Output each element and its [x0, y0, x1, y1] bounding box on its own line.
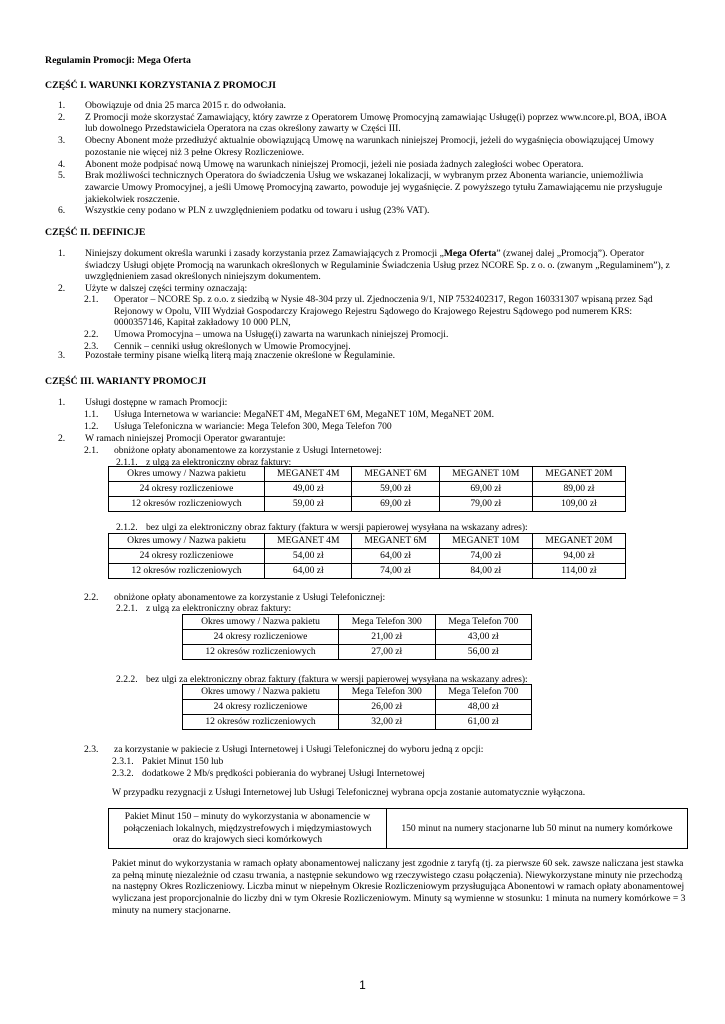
list-item: 5. Brak możliwości technicznych Operatora do świadczenia Usług we wskazanej lokalizacji, w wybranym przez Abonenta wariancie, uniemożliwia zawarcie Umowy Promocyjnej, a jeśli Umowę Promocyjną zawarto, powoduje jej wygaśnięcie. Z powyższego tytułu Zamawiającemu nie przysługuje jakiekolwiek roszczenie.	[58, 170, 663, 205]
table-header-row: Okres umowy / Nazwa pakietu MEGANET 4M MEGANET 6M MEGANET 10M MEGANET 20M	[109, 467, 626, 482]
minutes-package-rules: Pakiet minut do wykorzystania w ramach opłaty abonamentowej naliczany jest zgodnie z taryfą (tj. za pierwsze 60 sek. zawsze naliczana jest stawka za pełną minutę niezależnie od czasu trwania, a następnie sekundowo wg rzeczywistego czasu połączenia). Niewykorzystane minuty nie przechodzą na następny Okres Rozliczeniowy. Liczba minut w niepełnym Okresie Rozliczeniowym przysługująca Abonentowi w ramach opłaty abonamentowej wyliczana jest proporcjonalnie do liczby dni w tym Okresie Rozliczeniowym. Minuty są wymienne w stosunku: 1 minuta na numery komórkowe = 3 minuty na numery stacjonarne.	[112, 858, 686, 916]
internet-price-table-e-invoice	[108, 466, 626, 512]
table-row: 12 okresów rozliczeniowych 59,00 zł 69,00 zł 79,00 zł 109,00 zł	[109, 497, 626, 512]
section-2-list	[58, 248, 678, 295]
table-header-row: Okres umowy / Nazwa pakietu Mega Telefon 300 Mega Telefon 700	[183, 685, 532, 700]
list-item: 1.1. Usługa Internetowa w wariancie: MegaNET 4M, MegaNET 6M, MegaNET 10M, MegaNET 20M.	[84, 409, 495, 420]
table-header-row: Okres umowy / Nazwa pakietu MEGANET 4M MEGANET 6M MEGANET 10M MEGANET 20M	[109, 534, 626, 549]
subsection-2-3	[84, 744, 680, 756]
list-item: 2.3.1. Pakiet Minut 150 lub	[112, 756, 224, 767]
table-row: 12 okresów rozliczeniowych 32,00 zł 61,00 zł	[183, 715, 532, 730]
list-item: 2.3. Cennik – cenniki usług określonych w Umowie Promocyjnej.	[84, 340, 351, 352]
list-item: 1.2. Usługa Telefoniczna w wariancie: Mega Telefon 300, Mega Telefon 700	[84, 420, 392, 432]
table-row: 12 okresów rozliczeniowych 64,00 zł 74,00 zł 84,00 zł 114,00 zł	[109, 564, 626, 579]
list-item: 2.1. Operator – NCORE Sp. z o.o. z siedzibą w Nysie 48-304 przy ul. Zjednoczenia 9/1, NIP 7532402317, Regon 160331307 wpisaną przez Sąd Rejonowy w Opolu, VIII Wydział Gospodarczy Krajowego Rejestru Sądowego do Krajowego Rejestru Sądowego pod numerem KRS: 0000357146, Kapitał zakładowy 10 000 PLN,	[84, 294, 653, 329]
internet-price-table-paper	[108, 533, 626, 579]
subsection-2-2	[84, 592, 680, 604]
list-item: 1. Obowiązuje od dnia 25 marca 2015 r. do odwołania.	[58, 100, 286, 111]
list-item: 2.1. obniżone opłaty abonamentowe za korzystanie z Usługi Internetowej:	[84, 445, 382, 456]
table-row: 24 okresy rozliczeniowe 26,00 zł 48,00 zł	[183, 700, 532, 715]
list-item: 1. Niniejszy dokument określa warunki i zasady korzystania przez Zamawiających z Promocji „Mega Oferta” (zwanej dalej „Promocją”). Operator świadczy Usługi objęte Promocją na warunkach określonych w Regulaminie Świadczenia Usług przez NCORE Sp. z o. o. (zwanym „Regulaminem”), z uwzględnieniem zasad określonych niniejszym dokumentem.	[58, 248, 670, 283]
list-item: 1. Usługi dostępne w ramach Promocji:	[58, 397, 228, 408]
section-3-sublist	[84, 409, 680, 432]
table-row: 24 okresy rozliczeniowe 49,00 zł 59,00 zł 69,00 zł 89,00 zł	[109, 482, 626, 497]
section-2-sublist	[84, 294, 680, 353]
list-item: 2.2. Umowa Promocyjna – umowa na Usługę(i) zawarta na warunkach niniejszej Promocji.	[84, 329, 449, 341]
list-item: 2. W ramach niniejszej Promocji Operator gwarantuje:	[58, 433, 286, 444]
subsection-2-1-2	[116, 522, 686, 534]
list-item: 2.2. obniżone opłaty abonamentowe za korzystanie z Usługi Telefonicznej:	[84, 592, 386, 603]
list-item: 3. Obecny Abonent może przedłużyć aktualnie obowiązującą Umowę na warunkach niniejszej Promocji, jeżeli do wygaśnięcia obowiązującej Umowy pozostanie nie więcej niż 3 pełne Okresy Rozliczeniowe.	[58, 135, 655, 158]
section-3-list	[58, 397, 678, 409]
list-item: 3. Pozostałe terminy pisane wielką literą mają znaczenie określone w Regulaminie.	[58, 350, 396, 361]
telephone-price-table-e-invoice	[182, 614, 532, 660]
page-number: 1	[359, 978, 366, 992]
section-2-list-end	[58, 350, 678, 362]
telephone-price-table-paper	[182, 684, 532, 730]
list-item: 2.2.2. bez ulgi za elektroniczny obraz faktury (faktura w wersji papierowej wysyłana na wskazany adres):	[116, 674, 528, 685]
list-item: 6. Wszystkie ceny podano w PLN z uwzględnieniem podatku od towaru i usług (23% VAT).	[58, 205, 430, 217]
document-title: Regulamin Promocji: Mega Oferta	[45, 55, 191, 66]
section-1-heading: CZĘŚĆ I. WARUNKI KORZYSTANIA Z PROMOCJI	[45, 80, 276, 91]
list-item: 4. Abonent może podpisać nową Umowę na warunkach niniejszej Promocji, jeżeli nie posiada żadnych zaległości wobec Operatora.	[58, 158, 584, 170]
subsection-2-3-options	[112, 756, 682, 779]
list-item: 2.2.1. z ulgą za elektroniczny obraz faktury:	[116, 603, 292, 614]
minutes-package-table	[108, 808, 688, 849]
resignation-note: W przypadku rezygnacji z Usługi Internetowej lub Usługi Telefonicznej wybrana opcja zostanie automatycznie wyłączona.	[112, 787, 586, 798]
minutes-package-description: Pakiet Minut 150 – minuty do wykorzystania w abonamencie w połączeniach lokalnych, międzystrefowych i międzymiastowych oraz do krajowych sieci komórkowych	[109, 809, 387, 849]
section-2-heading: CZĘŚĆ II. DEFINICJE	[45, 227, 146, 238]
list-item: 2.1.1. z ulgą za elektroniczny obraz faktury:	[116, 457, 292, 468]
section-1-list	[58, 100, 678, 217]
table-row: 24 okresy rozliczeniowe 54,00 zł 64,00 zł 74,00 zł 94,00 zł	[109, 549, 626, 564]
list-item: 2.3. za korzystanie w pakiecie z Usługi Internetowej i Usługi Telefonicznej do wyboru jedną z opcji:	[84, 744, 484, 755]
list-item: 2. Użyte w dalszej części terminy oznaczają:	[58, 283, 248, 295]
promo-name: Mega Oferta	[443, 248, 497, 259]
table-row: 12 okresów rozliczeniowych 27,00 zł 56,00 zł	[183, 645, 532, 660]
subsection-2-1	[84, 445, 680, 457]
minutes-package-options: 150 minut na numery stacjonarne lub 50 minut na numery komórkowe	[386, 809, 687, 849]
section-3-list-2	[58, 433, 678, 445]
table-header-row: Okres umowy / Nazwa pakietu Mega Telefon 300 Mega Telefon 700	[183, 615, 532, 630]
list-item: 2.3.2. dodatkowe 2 Mb/s prędkości pobierania do wybranej Usługi Internetowej	[112, 767, 425, 779]
list-item: 2.1.2. bez ulgi za elektroniczny obraz faktury (faktura w wersji papierowej wysyłana na wskazany adres):	[116, 522, 528, 533]
list-item: 2. Z Promocji może skorzystać Zamawiający, który zawrze z Operatorem Umowę Promocyjną zamawiając Usługę(i) poprzez www.ncore.pl, BOA, iBOA lub dowolnego Przedstawiciela Operatora na czas określony zawarty w Części III.	[58, 111, 667, 135]
table-row: 24 okresy rozliczeniowe 21,00 zł 43,00 zł	[183, 630, 532, 645]
section-3-heading: CZĘŚĆ III. WARIANTY PROMOCJI	[45, 376, 207, 387]
subsection-2-2-1	[116, 603, 676, 615]
table-row	[109, 809, 688, 849]
